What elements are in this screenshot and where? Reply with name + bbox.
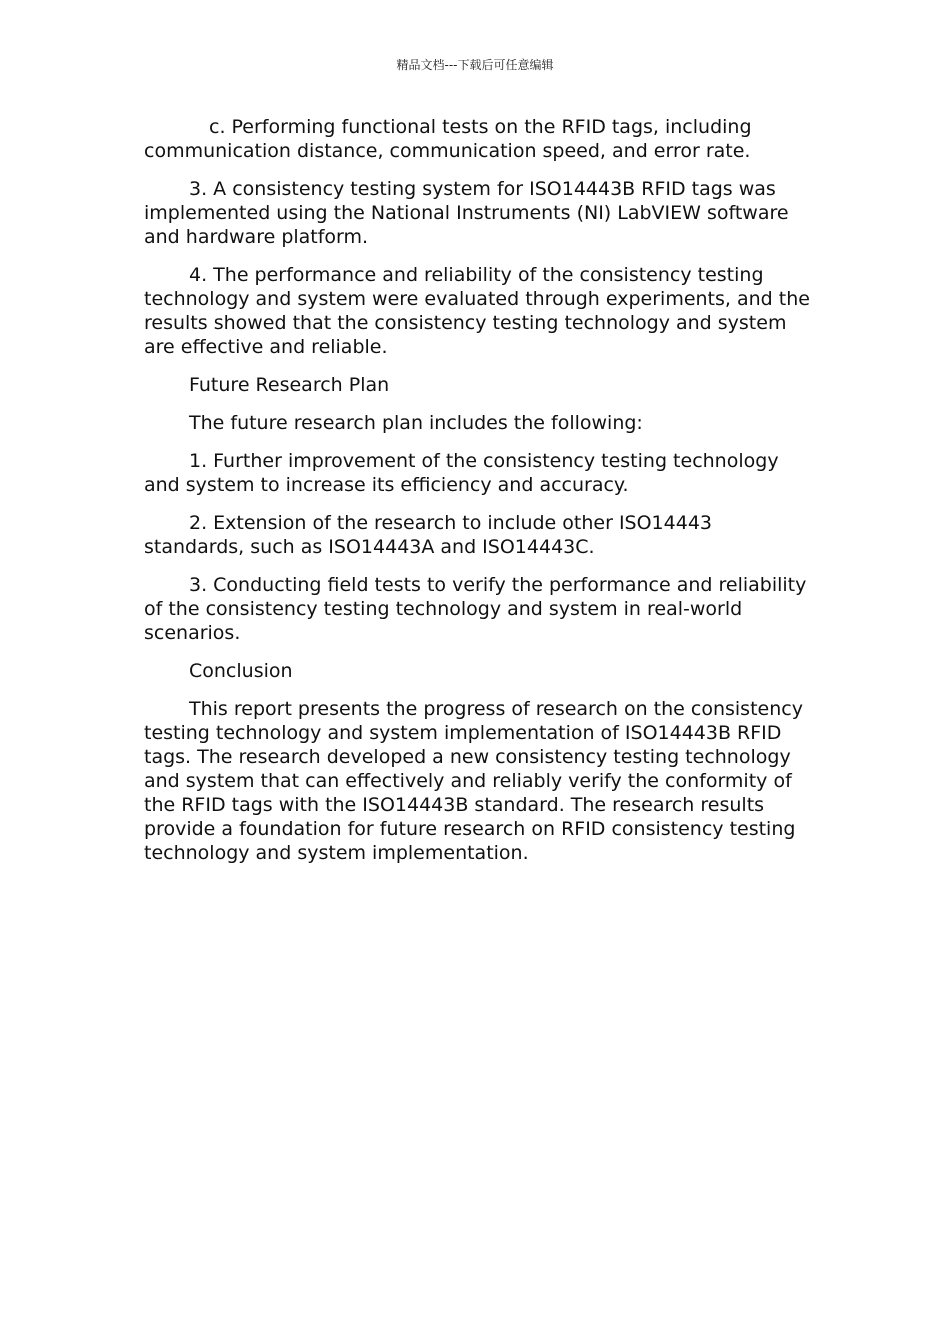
section-heading-conclusion: Conclusion bbox=[189, 660, 293, 682]
page-header: 精品文档---下载后可任意编辑 bbox=[396, 58, 554, 72]
paragraph-future-intro: The future research plan includes the following: bbox=[189, 412, 643, 434]
document-body bbox=[144, 115, 810, 879]
paragraph-future-item-3: 3. Conducting field tests to verify the performance and reliability of the consistency testing technology and system in real-world scenarios. bbox=[144, 574, 807, 644]
paragraph-future-item-2: 2. Extension of the research to include other ISO14443 standards, such as ISO14443A and ISO14443C. bbox=[144, 512, 713, 558]
paragraph-evaluation: 4. The performance and reliability of the consistency testing technology and system were evaluated through experiments, and the results showed that the consistency testing technology and system are effective and reliable. bbox=[144, 264, 810, 358]
paragraph-conclusion: This report presents the progress of research on the consistency testing technology and system implementation of ISO14443B RFID tags. The research developed a new consistency testing technology and system that can effectively and reliably verify the conformity of the RFID tags with the ISO14443B standard. The research results provide a foundation for future research on RFID consistency testing technology and system implementation. bbox=[144, 698, 803, 864]
paragraph-functional-tests: c. Performing functional tests on the RFID tags, including communication distance, communication speed, and error rate. bbox=[144, 116, 752, 162]
paragraph-labview-system: 3. A consistency testing system for ISO14443B RFID tags was implemented using the National Instruments (NI) LabVIEW software and hardware platform. bbox=[144, 178, 789, 248]
section-heading-future-research: Future Research Plan bbox=[189, 374, 390, 396]
paragraph-future-item-1: 1. Further improvement of the consistency testing technology and system to increase its efficiency and accuracy. bbox=[144, 450, 779, 496]
